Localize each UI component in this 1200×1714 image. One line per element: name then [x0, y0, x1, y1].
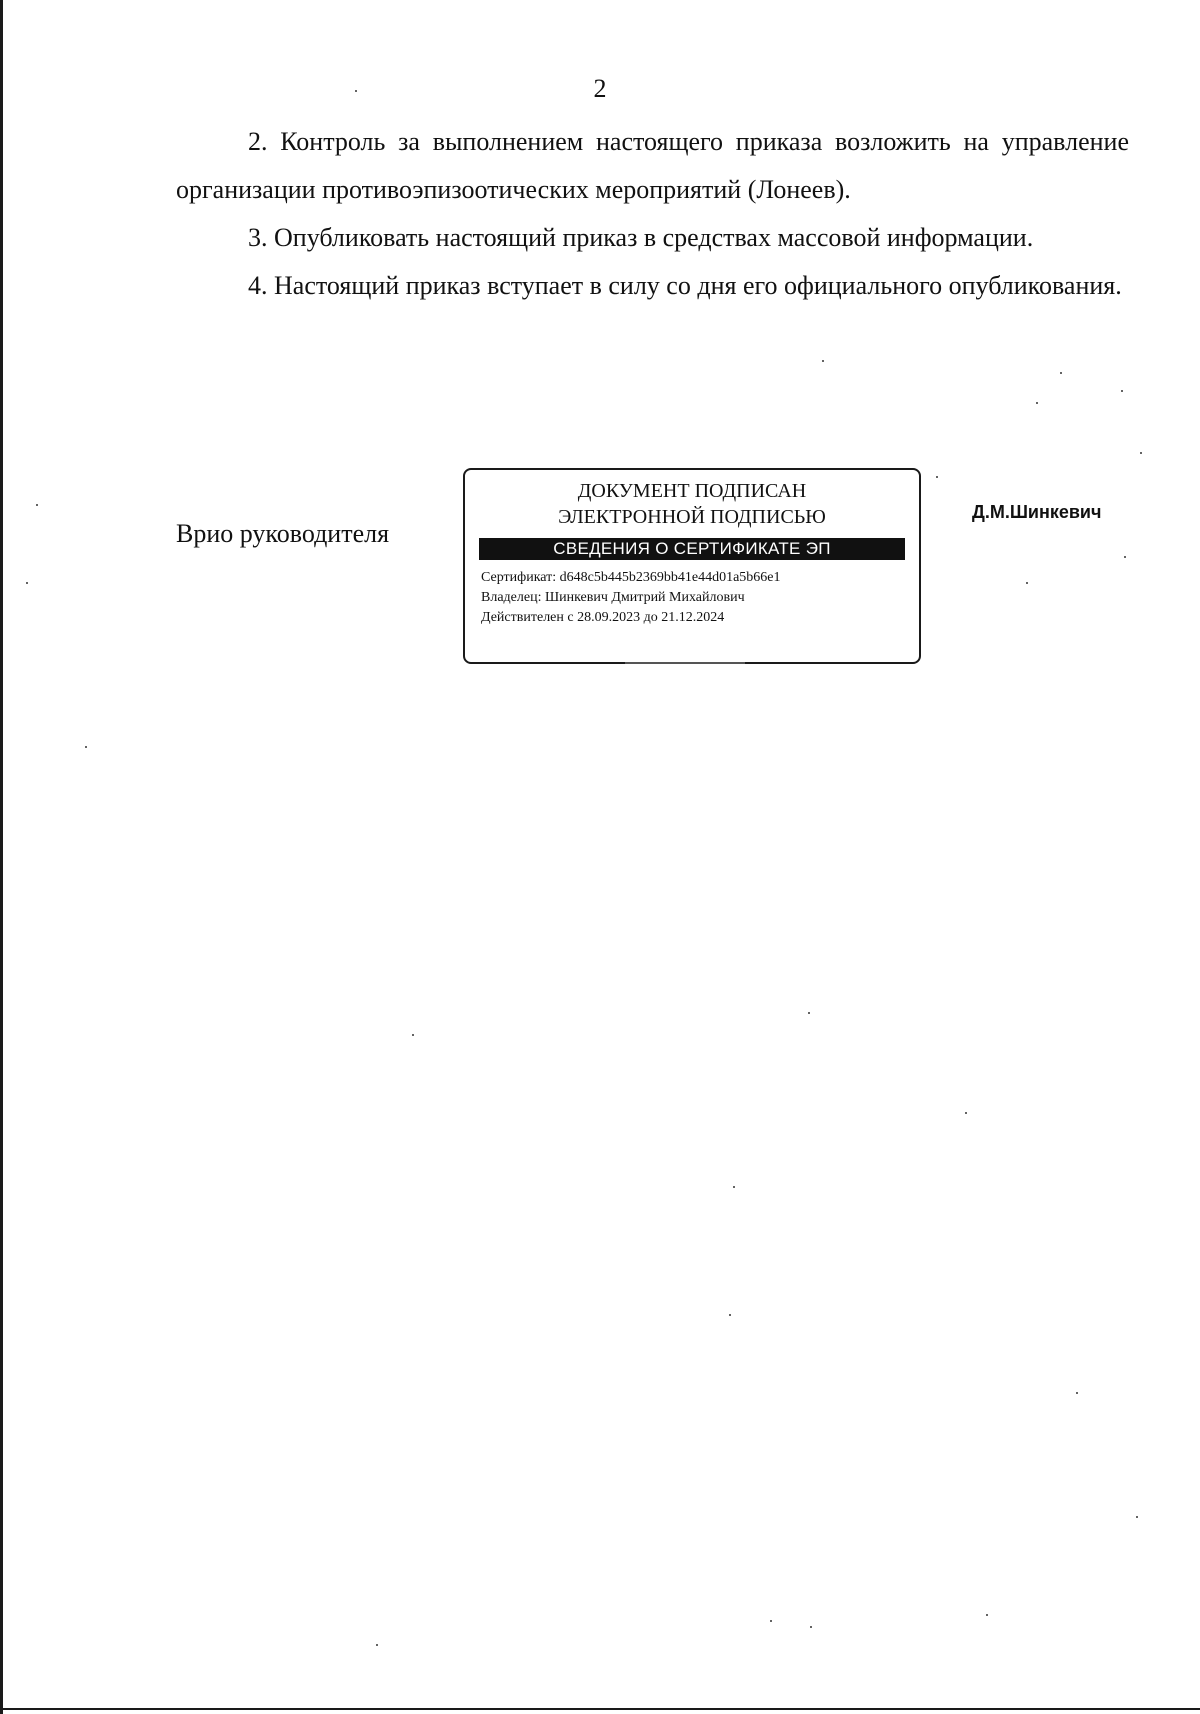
scan-speck: [770, 1620, 772, 1622]
page-number: 2: [593, 74, 607, 103]
signer-name: Д.М.Шинкевич: [972, 502, 1102, 522]
scan-speck: [355, 90, 357, 92]
scan-speck: [808, 1012, 810, 1014]
stamp-heading-line1: ДОКУМЕНТ ПОДПИСАН: [577, 480, 807, 502]
scan-speck: [1026, 582, 1028, 584]
electronic-signature-stamp: [463, 468, 921, 664]
scan-speck: [936, 476, 938, 478]
signer-position-title: Врио руководителя: [176, 519, 390, 548]
scan-speck: [1121, 390, 1123, 392]
scan-speck: [1036, 402, 1038, 404]
stamp-owner: Владелец: Шинкевич Дмитрий Михайлович: [481, 590, 745, 605]
scan-speck: [729, 1314, 731, 1316]
scan-speck: [1136, 1516, 1138, 1518]
scan-speck: [26, 582, 28, 584]
scan-speck: [733, 1186, 735, 1188]
scan-speck: [85, 746, 87, 748]
paragraph-3: 3. Опубликовать настоящий приказ в средствах массовой информации.: [248, 223, 1034, 252]
stamp-heading-line2: ЭЛЕКТРОННОЙ ПОДПИСЬЮ: [558, 506, 826, 528]
scan-edge-left: [0, 0, 3, 1714]
paragraph-2: 2. Контроль за выполнением настоящего приказа возложить на управление организации противоэпизоотических мероприятий (Лонеев).: [176, 127, 1129, 204]
scan-speck: [810, 1626, 812, 1628]
scan-edge-bottom: [0, 1708, 1200, 1710]
scan-speck: [412, 1034, 414, 1036]
scan-speck: [1076, 1392, 1078, 1394]
stamp-validity: Действителен с 28.09.2023 до 21.12.2024: [481, 610, 725, 625]
document-body: [176, 118, 1129, 310]
stamp-certificate-id: Сертификат: d648c5b445b2369bb41e44d01a5b66e1: [481, 570, 781, 585]
scan-speck: [965, 1112, 967, 1114]
scan-speck: [986, 1614, 988, 1616]
paragraph-4: 4. Настоящий приказ вступает в силу со дня его официального опубликования.: [248, 271, 1122, 300]
scan-speck: [822, 360, 824, 362]
stamp-certificate-bar: СВЕДЕНИЯ О СЕРТИФИКАТЕ ЭП: [479, 538, 905, 560]
scan-speck: [1140, 452, 1142, 454]
scan-speck: [1060, 372, 1062, 374]
scan-speck: [36, 504, 38, 506]
scan-speck: [376, 1644, 378, 1646]
scan-speck: [1124, 556, 1126, 558]
stamp-underline: [625, 662, 745, 664]
